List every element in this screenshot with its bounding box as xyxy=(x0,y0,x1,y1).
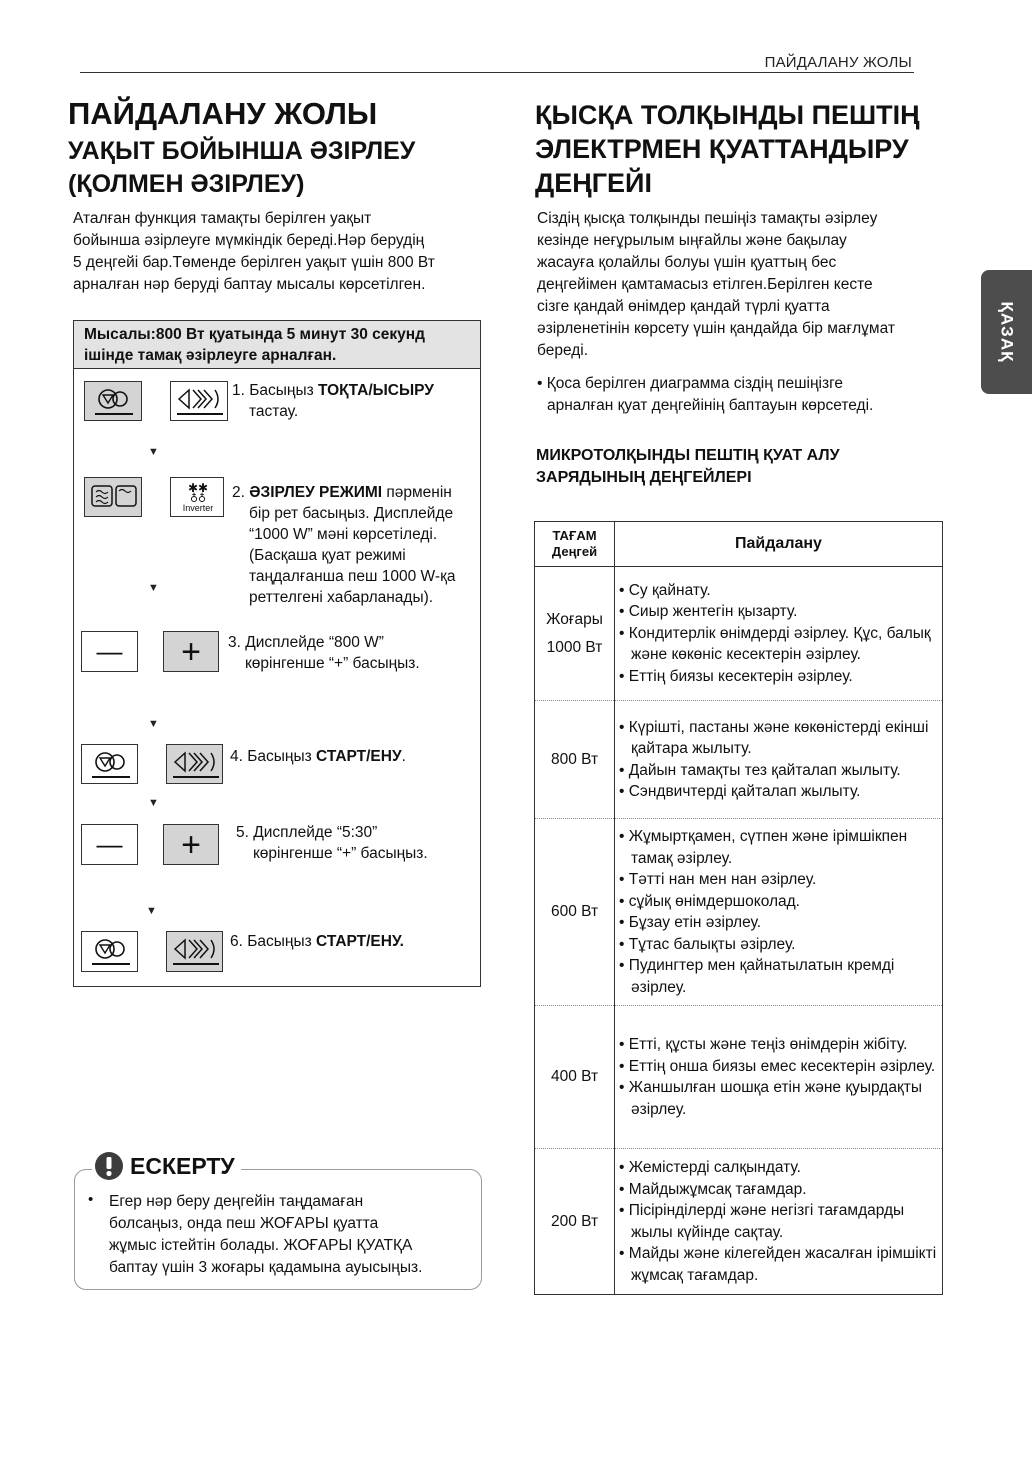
inverter-button-icon xyxy=(170,477,224,517)
plus-symbol: + xyxy=(181,826,201,864)
table-header-row xyxy=(535,522,943,567)
intro-line: деңгейімен қамтамасыз етілген.Берілген кесте xyxy=(537,276,873,293)
right-title-line: ДЕҢГЕЙІ xyxy=(535,168,652,198)
example-header-line: Мысалы:800 Вт қуатында 5 минут 30 секунд xyxy=(84,326,425,343)
table-row xyxy=(535,1006,943,1149)
usage-item: • Тұтас балықты әзірлеу. xyxy=(619,935,796,953)
step-text: 6. Басыңыз xyxy=(230,933,317,950)
step-bold: ТОҚТА/ЫСЫРУ xyxy=(318,382,434,399)
step-3 xyxy=(228,632,473,674)
plus-symbol: + xyxy=(181,633,201,671)
intro-line: Аталған функция тамақты берілген уақыт xyxy=(73,210,372,227)
usage-item: • Сэндвичтерді қайталап жылыту. xyxy=(619,783,861,800)
usage-item: • сұйық өнімдершоколад. xyxy=(619,892,800,910)
level-label: Жоғары xyxy=(546,611,603,628)
intro-line: бойынша әзірлеуге мүмкіндік береді.Нәр берудің xyxy=(73,232,425,249)
step-5 xyxy=(236,822,474,864)
start-enter-button-icon xyxy=(166,744,223,784)
table-title xyxy=(536,445,936,489)
step-bold: ӘЗІРЛЕУ РЕЖИМІ xyxy=(249,484,383,501)
left-intro xyxy=(73,208,503,296)
usage-item: • Кондитерлік өнімдерді әзірлеу. Құс, балық және көкөніс кесектерін әзірлеу. xyxy=(619,624,931,664)
arrow-down-icon: ▼ xyxy=(148,718,159,730)
column-header-usage: Пайдалану xyxy=(615,522,943,567)
running-header: ПАЙДАЛАНУ ЖОЛЫ xyxy=(764,54,912,71)
level-label: 1000 Вт xyxy=(546,638,603,656)
right-title-line: ЭЛЕКТРМЕН ҚУАТТАНДЫРУ xyxy=(535,134,909,164)
stop-clear-button-icon xyxy=(84,381,142,421)
step-line: көрінгенше “+” басыңыз. xyxy=(245,655,420,672)
plus-button-icon xyxy=(163,631,219,672)
usage-cell xyxy=(615,1149,943,1295)
inverter-label: Inverter xyxy=(182,503,214,513)
step-line: “1000 W” мәні көрсетіледі. xyxy=(249,526,438,543)
language-tab xyxy=(981,270,1032,394)
table-row xyxy=(535,819,943,1006)
intro-line: арналған нәр беруді баптау мысалы көрсетілген. xyxy=(73,276,426,293)
table-row xyxy=(535,567,943,701)
bullet-line: арналған қуат деңгейінің баптауын көрсетеді. xyxy=(547,397,874,414)
usage-item: • Су қайнату. xyxy=(619,581,711,599)
step-1 xyxy=(232,380,477,422)
arrow-down-icon: ▼ xyxy=(146,905,157,917)
note-bullet: • xyxy=(88,1191,94,1208)
step-line: таңдалғанша пеш 1000 W-қа xyxy=(249,568,456,585)
note-line: болсаңыз, онда пеш ЖОҒАРЫ қуатта xyxy=(109,1215,379,1232)
usage-item: • Пудингтер мен қайнатылатын кремді әзірлеу. xyxy=(619,957,895,996)
column-header-line: ТАҒАМ xyxy=(552,528,597,543)
power-levels-table xyxy=(534,521,943,1295)
stop-clear-button-icon xyxy=(81,931,138,972)
left-heading xyxy=(68,96,508,201)
minus-button-icon xyxy=(81,824,138,865)
usage-item: • Майды және кілегейден жасалған ірімшікті жұмсақ тағамдар. xyxy=(619,1245,937,1284)
section-subtitle-2: (ҚОЛМЕН ӘЗІРЛЕУ) xyxy=(68,170,305,198)
level-cell: 200 Вт xyxy=(535,1149,615,1295)
right-title-line: ҚЫСҚА ТОЛҚЫНДЫ ПЕШТІҢ xyxy=(535,100,920,130)
column-header-level xyxy=(535,522,615,567)
note-line: Егер нәр беру деңгейін таңдамаған xyxy=(109,1193,364,1210)
bullet-line: • Қоса берілген диаграмма сіздің пешіңізге xyxy=(537,375,843,392)
step-text: . xyxy=(401,748,406,765)
plus-button-icon xyxy=(163,824,219,865)
usage-item: • Еттің биязы кесектерін әзірлеу. xyxy=(619,667,853,685)
section-subtitle-1: УАҚЫТ БОЙЫНША ӘЗІРЛЕУ xyxy=(68,137,416,165)
step-line: тастау. xyxy=(249,403,299,420)
step-line: (Басқаша қуат режимі xyxy=(249,547,406,564)
example-header-line: ішінде тамақ әзірлеуге арналған. xyxy=(84,347,337,364)
usage-cell xyxy=(615,701,943,819)
header-divider xyxy=(80,72,914,73)
usage-item: • Жұмыртқамен, сүтпен және ірімшікпен тамақ әзірлеу. xyxy=(619,828,908,867)
step-bold: СТАРТ/ЕНУ xyxy=(316,748,402,765)
minus-symbol: — xyxy=(96,829,123,859)
usage-item: • Еттің онша биязы емес кесектерін әзірлеу. xyxy=(619,1057,936,1075)
svg-text:♁♁: ♁♁ xyxy=(189,492,207,505)
step-text: 4. Басыңыз xyxy=(230,748,317,765)
step-line: бір рет басыңыз. Дисплейде xyxy=(249,505,454,522)
note-line: жұмыс істейтін болады. ЖОҒАРЫ ҚУАТҚА xyxy=(109,1237,413,1254)
usage-item: • Сиыр жентегін қызарту. xyxy=(619,603,798,621)
table-title-line: ЗАРЯДЫНЫҢ ДЕҢГЕЙЛЕРІ xyxy=(536,469,752,486)
usage-item: • Күрішті, пастаны және көкөністерді екінші қайтара жылыту. xyxy=(619,718,929,757)
stop-clear-button-icon xyxy=(81,744,138,784)
step-6 xyxy=(230,931,475,952)
intro-line: жасауға қолайлы болуы үшін қуаттың бес xyxy=(537,254,837,271)
svg-text:✱✱: ✱✱ xyxy=(187,481,209,495)
cook-mode-button-icon xyxy=(84,477,142,517)
usage-item: • Тәтті нан мен нан әзірлеу. xyxy=(619,871,817,888)
step-4 xyxy=(230,746,475,767)
note-line: баптау үшін 3 жоғары қадамына ауысыңыз. xyxy=(109,1259,423,1276)
step-text: 1. Басыңыз xyxy=(232,382,319,399)
usage-item: • Пісірінділерді және негізгі тағамдарды жылы күйінде сақтау. xyxy=(619,1202,905,1241)
example-header xyxy=(74,321,480,369)
page-title: ПАЙДАЛАНУ ЖОЛЫ xyxy=(68,96,378,131)
right-intro xyxy=(537,208,967,362)
step-text: 5. Дисплейде “5:30” xyxy=(236,824,378,841)
usage-item: • Бұзау етін әзірлеу. xyxy=(619,914,762,931)
step-text: 3. Дисплейде “800 W” xyxy=(228,634,384,651)
warning-icon xyxy=(94,1151,124,1181)
intro-line: 5 деңгейі бар.Төменде берілген уақыт үшін 800 Вт xyxy=(73,254,435,271)
step-2 xyxy=(232,482,480,608)
usage-item: • Етті, құсты және теңіз өнімдерін жібіту. xyxy=(619,1036,908,1053)
intro-line: Сіздің қысқа толқынды пешіңіз тамақты әзірлеу xyxy=(537,210,878,227)
note-text xyxy=(109,1191,479,1279)
minus-symbol: — xyxy=(96,636,123,666)
start-enter-button-icon xyxy=(166,931,223,972)
usage-cell xyxy=(615,1006,943,1149)
usage-item: • Майдыжұмсақ тағамдар. xyxy=(619,1180,807,1198)
arrow-down-icon: ▼ xyxy=(148,797,159,809)
right-bullet xyxy=(537,373,957,417)
step-text: пәрменін xyxy=(382,484,452,501)
table-title-line: МИКРОТОЛҚЫНДЫ ПЕШТІҢ ҚУАТ АЛУ xyxy=(536,447,840,464)
step-line: реттелгені хабарланады). xyxy=(249,589,434,606)
step-line: көрінгенше “+” басыңыз. xyxy=(253,845,428,862)
usage-cell xyxy=(615,819,943,1006)
note-title: ЕСКЕРТУ xyxy=(130,1152,235,1179)
step-bold: СТАРТ/ЕНУ. xyxy=(316,933,404,950)
intro-line: сізге қандай өнімдер қандай түрлі қуатта xyxy=(537,298,830,315)
level-cell xyxy=(535,567,615,701)
minus-button-icon xyxy=(81,631,138,672)
intro-line: кезінде неғұрылым ыңғайлы және бақылау xyxy=(537,232,847,249)
note-header xyxy=(92,1151,241,1181)
table-row xyxy=(535,701,943,819)
step-text: 2. xyxy=(232,484,250,501)
level-cell: 800 Вт xyxy=(535,701,615,819)
usage-item: • Жемістерді салқындату. xyxy=(619,1159,801,1176)
level-cell: 600 Вт xyxy=(535,819,615,1006)
start-enter-button-icon xyxy=(170,381,228,421)
usage-item: • Жаншылған шошқа етін және қуырдақты әзірлеу. xyxy=(619,1079,922,1118)
arrow-down-icon: ▼ xyxy=(148,446,159,458)
right-heading xyxy=(535,98,955,200)
table-row xyxy=(535,1149,943,1295)
intro-line: береді. xyxy=(537,342,589,359)
level-cell: 400 Вт xyxy=(535,1006,615,1149)
column-header-line: Деңгей xyxy=(551,544,598,559)
arrow-down-icon: ▼ xyxy=(148,582,159,594)
usage-cell xyxy=(615,567,943,701)
language-tab-label: ҚАЗАҚ xyxy=(997,301,1017,363)
intro-line: әзірленетінін көрсету үшін қандайда бір мағлұмат xyxy=(537,320,895,337)
usage-item: • Дайын тамақты тез қайталап жылыту. xyxy=(619,761,901,779)
